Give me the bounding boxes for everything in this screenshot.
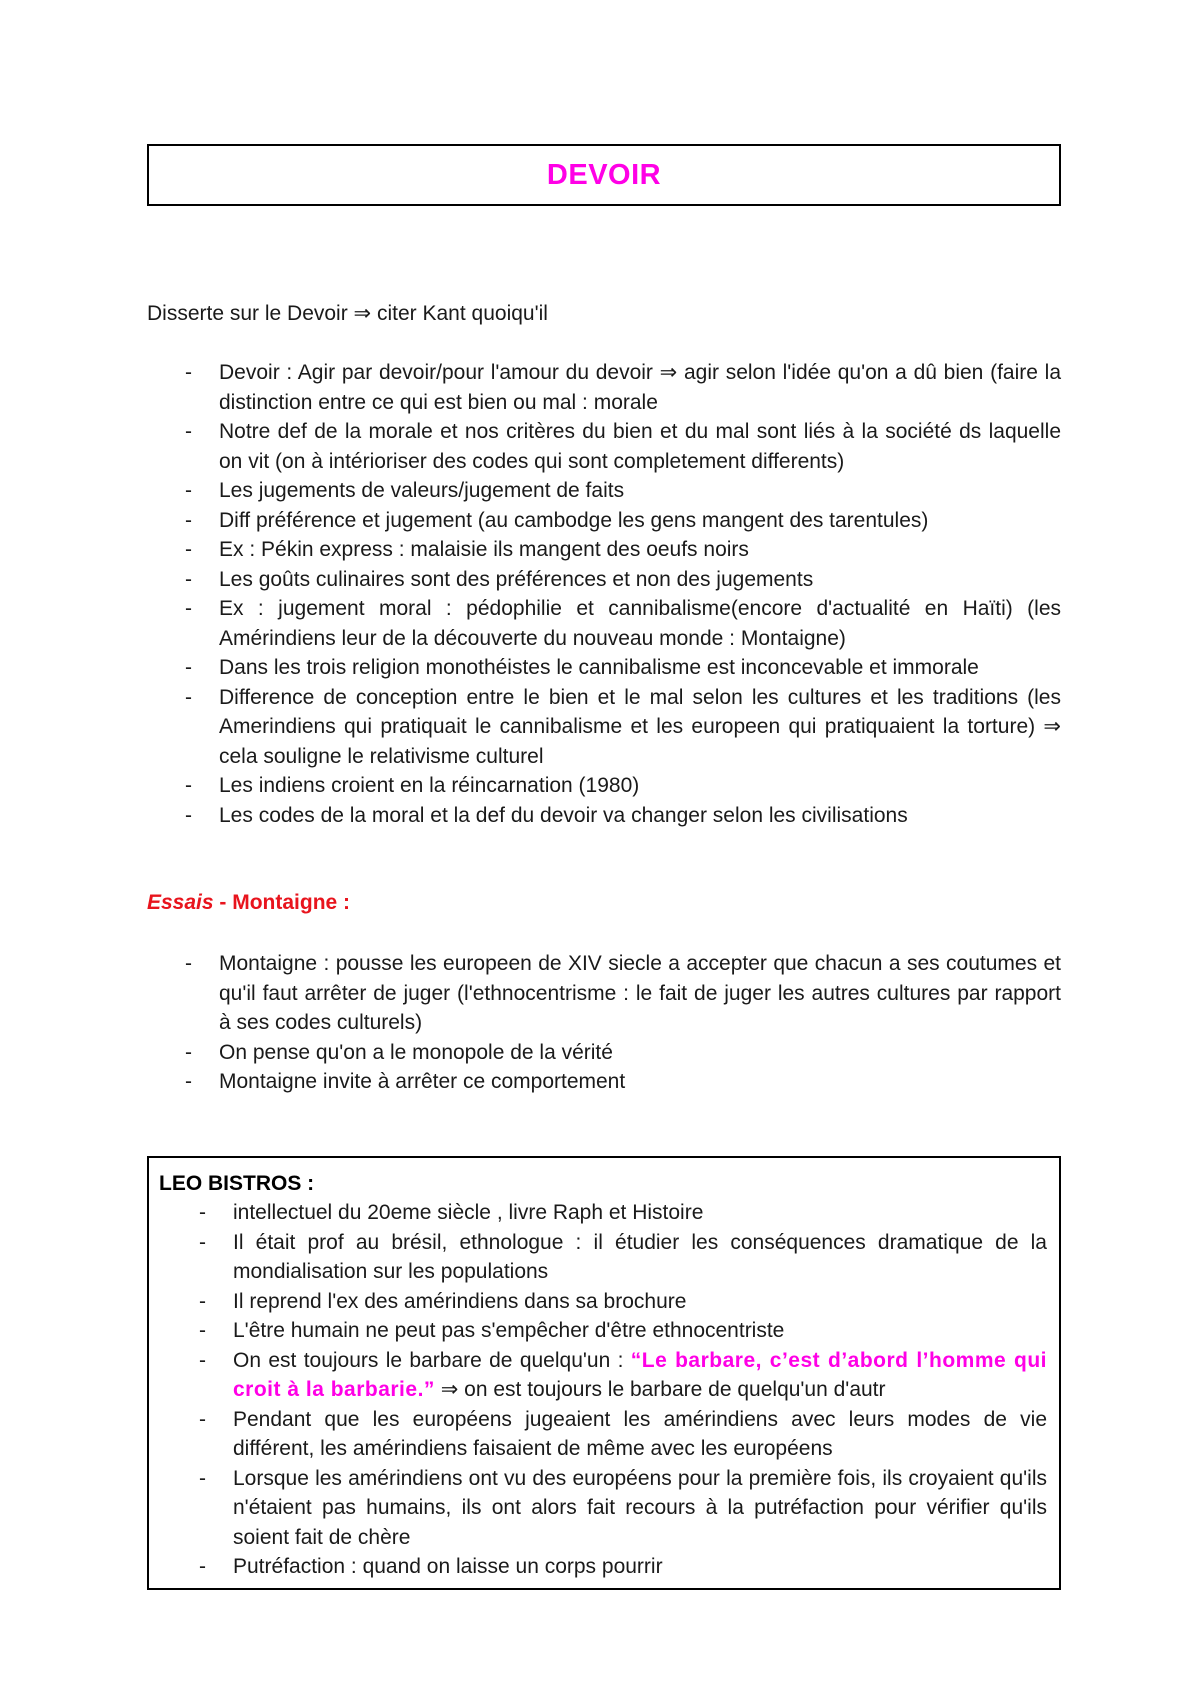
list-item: - Montaigne invite à arrêter ce comportement (147, 1067, 1061, 1097)
leo-list (159, 1198, 1047, 1582)
devoir-list (147, 358, 1061, 830)
list-item: - Ex : Pékin express : malaisie ils mangent des oeufs noirs (147, 535, 1061, 565)
list-item: - Les codes de la moral et la def du devoir va changer selon les civilisations (147, 801, 1061, 831)
list-item: - Diff préférence et jugement (au cambodge les gens mangent des tarentules) (147, 506, 1061, 536)
list-item: - Notre def de la morale et nos critères du bien et du mal sont liés à la société ds laquelle on vit (on à intérioriser des codes qui sont completement differents) (147, 417, 1061, 476)
list-item: - Il reprend l'ex des amérindiens dans sa brochure (159, 1287, 1047, 1317)
list-item: - Les jugements de valeurs/jugement de faits (147, 476, 1061, 506)
intro-line: Disserte sur le Devoir ⇒ citer Kant quoiqu'il (147, 302, 548, 325)
list-item: - Les indiens croient en la réincarnation (1980) (147, 771, 1061, 801)
leo-bistros-box (147, 1156, 1061, 1590)
list-item: - Difference de conception entre le bien et le mal selon les cultures et les traditions (les Amerindiens qui pratiquait le cannibalisme et les europeen qui pratiquaient la torture) ⇒ cela souligne le relativisme culturel (147, 683, 1061, 772)
leo-heading: LEO BISTROS : (159, 1172, 315, 1195)
section-heading-author: - Montaigne : (213, 891, 351, 914)
list-item: - Ex : jugement moral : pédophilie et cannibalisme(encore d'actualité en Haïti) (les Amérindiens leur de la découverte du nouveau monde : Montaigne) (147, 594, 1061, 653)
list-item: - Il était prof au brésil, ethnologue : il étudier les conséquences dramatique de la mondialisation sur les populations (159, 1228, 1047, 1287)
section-heading-montaigne (147, 891, 350, 915)
montaigne-list (147, 949, 1061, 1097)
barbare-quote: “Le barbare, c’est d’abord l’homme qui croit à la barbarie.” (233, 1348, 1047, 1401)
quote-tail: ⇒ on est toujours le barbare de quelqu'un d'autr (434, 1378, 886, 1401)
list-item: - Putréfaction : quand on laisse un corps pourrir (159, 1552, 1047, 1582)
page-title: DEVOIR (546, 158, 662, 191)
quote-lead: On est toujours le barbare de quelqu'un : (233, 1348, 631, 1372)
list-item: - L'être humain ne peut pas s'empêcher d'être ethnocentriste (159, 1316, 1047, 1346)
list-item: - Montaigne : pousse les europeen de XIV siecle a accepter que chacun a ses coutumes et qu'il faut arrêter de juger (l'ethnocentrisme : le fait de juger les autres cultures par rapport à ses codes culturels) (147, 949, 1061, 1038)
list-item: - Pendant que les européens jugeaient les amérindiens avec leurs modes de vie différent, les amérindiens faisaient de même avec les européens (159, 1405, 1047, 1464)
list-item: - Lorsque les amérindiens ont vu des européens pour la première fois, ils croyaient qu'ils n'étaient pas humains, ils ont alors fait recours à la putréfaction pour vérifier qu'ils soient fait de chère (159, 1464, 1047, 1553)
list-item-quote (159, 1346, 1047, 1405)
list-item: - intellectuel du 20eme siècle , livre Raph et Histoire (159, 1198, 1047, 1228)
title-box (147, 144, 1061, 206)
list-item: - Les goûts culinaires sont des préférences et non des jugements (147, 565, 1061, 595)
list-item: - Devoir : Agir par devoir/pour l'amour du devoir ⇒ agir selon l'idée qu'on a dû bien (faire la distinction entre ce qui est bien ou mal : morale (147, 358, 1061, 417)
section-heading-title: Essais (147, 891, 214, 914)
list-item: - Dans les trois religion monothéistes le cannibalisme est inconcevable et immorale (147, 653, 1061, 683)
list-item: - On pense qu'on a le monopole de la vérité (147, 1038, 1061, 1068)
